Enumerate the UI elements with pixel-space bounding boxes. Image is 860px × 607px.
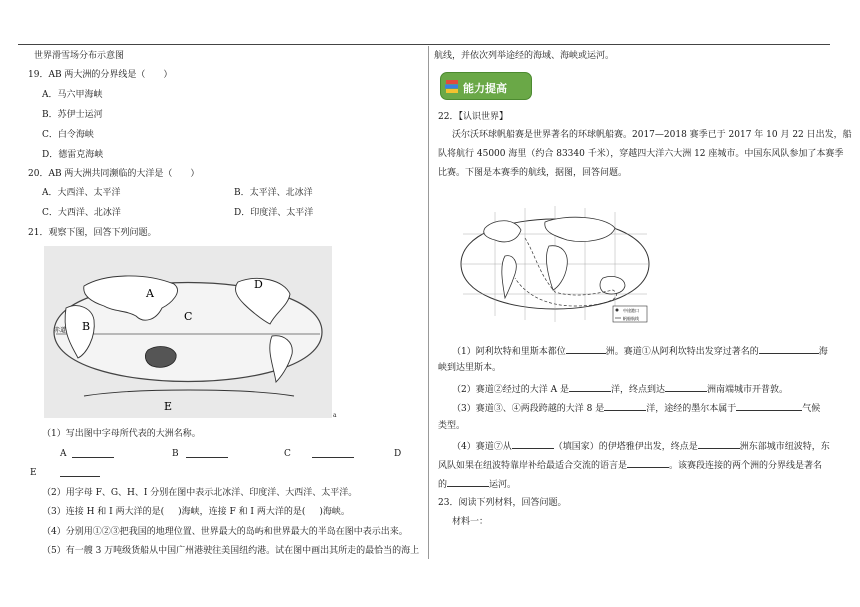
q22-part4-blank-1[interactable]	[512, 439, 554, 449]
q22-part2	[452, 382, 788, 396]
q22-part2-text-a: （2）赛道	[452, 385, 494, 395]
q21-part1: （1）写出图中字母所代表的大洲名称。	[42, 429, 201, 439]
q22-part2-text-c: 洋，终点到达	[610, 385, 665, 395]
q20-option-d: D．印度洋、太平洋	[234, 208, 314, 218]
q22-part1-text-d: 海	[818, 347, 828, 357]
q22-para-line2: 队将航行 45000 海里（约合 83340 千米），穿越四大洋六大洲 12 座城市。中国东风队参加了本赛季	[438, 149, 844, 159]
q22-part1	[452, 344, 828, 358]
map-label-e: E	[164, 400, 173, 413]
q21-part3-text-b: )海峡，连接 F 和 I 两大洋的是(	[178, 507, 306, 517]
map-label-c: C	[184, 310, 193, 323]
q20-option-b: B．太平洋、北冰洋	[234, 188, 313, 198]
q21-fill-c-label: C	[284, 449, 291, 459]
q22-part2-route-2: ②	[493, 385, 503, 395]
q22-part4-text-g: 的	[438, 480, 448, 490]
q22-part3-text-c: 两段跨越的大洋 8 是	[520, 404, 605, 414]
q22-part4-blank-2[interactable]	[698, 439, 740, 449]
q22-part4-text-b: 从	[502, 442, 512, 452]
q22-part4-text-h: 运河。	[489, 480, 517, 490]
q21-part3	[42, 506, 350, 518]
route-map-legend-port: 中途港口	[623, 308, 639, 313]
q20-stem: 20．AB 两大洲共同濒临的大洋是（ ）	[28, 169, 200, 179]
route-map-figure	[455, 194, 655, 334]
q22-part4-blank-4[interactable]	[447, 477, 489, 487]
q21-part5: （5）有一艘 3 万吨级货船从中国广州港驶往美国纽约港。试在图中画出其所走的最恰当的海上	[42, 546, 420, 556]
q22-part3-route-3: ③	[493, 404, 503, 414]
q22-part4-text-d: 洲东部城市纽波特，东	[739, 442, 830, 452]
q21-fill-e-blank[interactable]	[60, 467, 100, 477]
world-map-figure	[44, 246, 332, 418]
q22-part1-line2: 峡到达里斯本。	[438, 363, 502, 373]
map-label-d: D	[254, 278, 263, 291]
q21-part5-continued: 航线，并依次列举途经的海域、海峡或运河。	[434, 51, 615, 61]
q20-option-c: C．大西洋、北冰洋	[42, 208, 121, 218]
column-divider	[428, 46, 429, 559]
q21-fill-a-label: A	[60, 449, 67, 459]
q19-option-d: D．德雷克海峡	[42, 150, 104, 160]
q22-part4-blank-3[interactable]	[627, 458, 669, 468]
q22-para-line1: 沃尔沃环球帆船赛是世界著名的环球帆船赛。2017—2018 赛季已于 2017 年 10 月 22 日出发，船	[452, 130, 852, 140]
world-map-drawing	[44, 246, 332, 418]
q22-part1-text-c: 从阿利坎特出发穿过著名的	[650, 347, 759, 357]
q22-part3-text-e: 气候	[802, 404, 821, 414]
q22-part1-blank-2[interactable]	[759, 344, 819, 354]
q21-stem: 21．观察下图，回答下列问题。	[28, 228, 157, 238]
q22-part2-blank-1[interactable]	[569, 382, 611, 392]
q22-part4-text-e: 风队如果在纽波特靠岸补给最适合交流的语言是	[438, 461, 628, 471]
q20-option-a: A．大西洋、太平洋	[42, 188, 121, 198]
q22-part4-route-7: ⑦	[493, 442, 503, 452]
map-label-a: A	[146, 287, 154, 300]
map-corner-mark: a	[333, 412, 337, 419]
map-label-b: B	[82, 320, 91, 333]
q22-part4-text-a: （4）赛道	[452, 442, 494, 452]
q22-part2-text-b: 经过的大洋 A 是	[502, 385, 569, 395]
q23-material: 材料一：	[452, 517, 489, 527]
q22-part3-text-a: （3）赛道	[452, 404, 494, 414]
q22-part3-text-b: 、	[502, 404, 512, 414]
q22-part1-blank-1[interactable]	[566, 344, 606, 354]
q19-option-c: C．白令海峡	[42, 130, 94, 140]
q21-fill-b-label: B	[172, 449, 179, 459]
q22-title: 22．【认识世界】	[438, 112, 508, 122]
q21-part4: （4）分别用①②③把我国的地理位置、世界最大的岛屿和世界最大的半岛在图中表示出来。	[42, 527, 408, 537]
q22-part3-blank-1[interactable]	[604, 401, 646, 411]
q19-option-b: B．苏伊士运河	[42, 110, 103, 120]
q22-part4-text-f: 。该赛段连接的两个洲的分界线是著名	[669, 461, 823, 471]
q21-fill-a-blank[interactable]	[72, 448, 114, 458]
q22-part4-text-c: （填国家）的伊塔雅伊出发，终点是	[553, 442, 698, 452]
q21-fill-d-label: D	[394, 449, 402, 459]
q22-part3	[452, 401, 820, 415]
ability-badge-label: 能力提高	[463, 82, 507, 95]
map-label-equator: 赤道	[54, 327, 67, 334]
q23-stem: 23．阅读下列材料，回答问题。	[438, 498, 567, 508]
q22-part2-text-d: 洲南端城市开普敦。	[707, 385, 789, 395]
route-map-drawing	[455, 194, 655, 334]
q22-part3-route-4: ④	[511, 404, 521, 414]
q22-part3-line2: 类型。	[438, 421, 466, 431]
q22-para-line3: 比赛。下图是本赛季的航线，据图，回答问题。	[438, 168, 628, 178]
q22-part4-line3	[438, 477, 516, 491]
q21-fill-b-blank[interactable]	[186, 448, 228, 458]
map-caption: 世界滑雪场分布示意图	[34, 51, 125, 61]
q22-part3-blank-2[interactable]	[736, 401, 802, 411]
q21-part3-text-a: （3）连接 H 和 I 两大洋的是(	[42, 507, 165, 517]
q22-part2-blank-2[interactable]	[665, 382, 707, 392]
route-map-legend-route: 帆船航线	[623, 316, 639, 321]
q19-option-a: A．马六甲海峡	[42, 90, 103, 100]
q21-fill-e-label: E	[30, 468, 37, 478]
q22-part1-text-a: （1）阿利坎特和里斯本都位	[452, 347, 566, 357]
ability-badge	[440, 72, 532, 100]
q22-part3-text-d: 洋，途经的墨尔本属于	[646, 404, 737, 414]
q21-part3-text-c: )海峡。	[319, 507, 350, 517]
q22-part4-line2	[438, 458, 822, 472]
q19-stem: 19．AB 两大洲的分界线是（ ）	[28, 70, 173, 80]
q21-fill-c-blank[interactable]	[312, 448, 354, 458]
q21-part2: （2）用字母 F、G、H、I 分别在图中表示北冰洋、印度洋、大西洋、太平洋。	[42, 488, 358, 498]
q22-part1-route-1: ①	[641, 347, 651, 357]
books-icon	[445, 79, 459, 94]
q22-part1-text-b: 洲。赛道	[605, 347, 642, 357]
header-rule	[18, 44, 830, 45]
q22-part4	[452, 439, 830, 453]
